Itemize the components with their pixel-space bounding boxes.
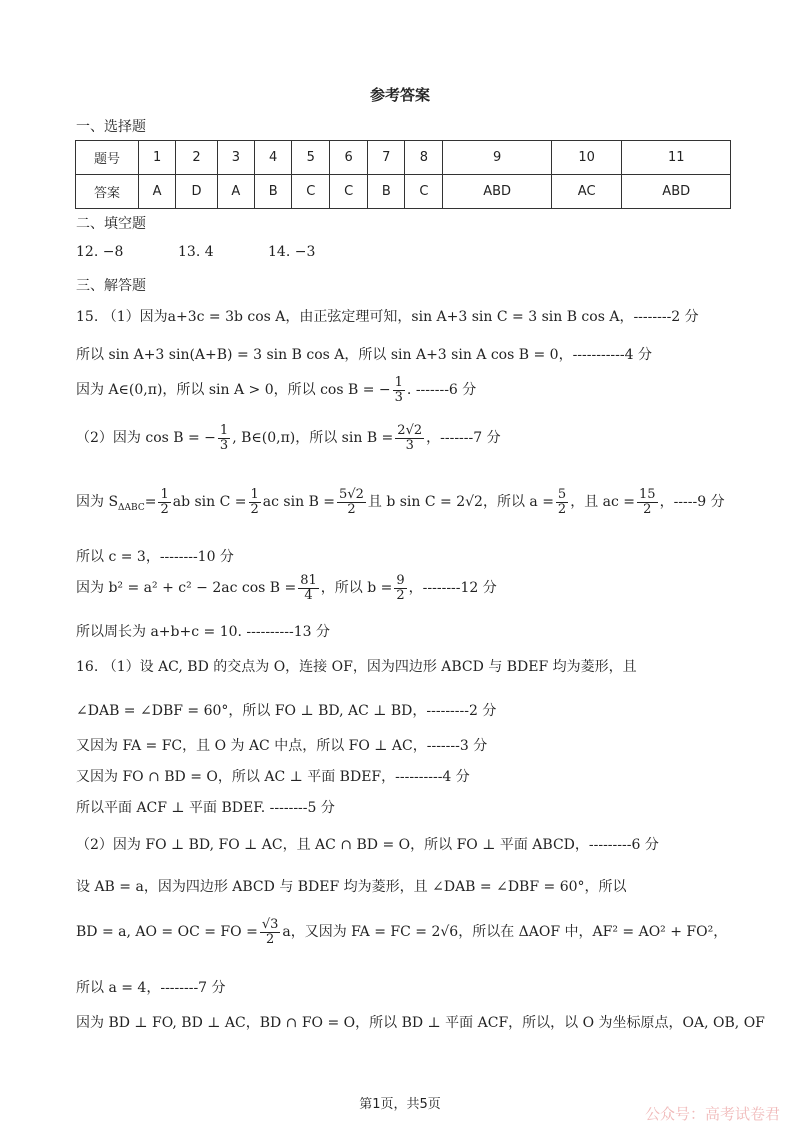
section-fill-blank: 二、填空题 xyxy=(76,216,146,232)
solution-line xyxy=(76,424,501,452)
numerator: 1 xyxy=(160,487,169,502)
solution-line: 所以平面 ACF ⊥ 平面 BDEF. --------5 分 xyxy=(76,800,335,816)
line-text: = xyxy=(144,494,157,511)
numerator: 1 xyxy=(394,375,403,390)
line-text: a，又因为 FA = FC = 2√6，所以在 ΔAOF 中，AF² = AO² + FO²， xyxy=(282,924,728,941)
line-text: ，-----9 分 xyxy=(659,494,725,511)
numerator: 2√2 xyxy=(397,423,423,438)
denominator: 2 xyxy=(557,501,567,517)
table-cell: C xyxy=(330,175,368,209)
line-text: ，所以 b = xyxy=(320,580,393,597)
line-text: 因为 S xyxy=(76,494,119,511)
table-header-cell: 答案 xyxy=(76,175,139,209)
line-text: ，且 ac = xyxy=(570,494,636,511)
fraction xyxy=(158,488,170,516)
answer-table xyxy=(75,140,731,209)
line-text: . -------6 分 xyxy=(406,382,477,399)
denominator: 2 xyxy=(265,931,275,947)
solution-line: 所以 sin A+3 sin(A+B) = 3 sin B cos A，所以 sin A+3 sin A cos B = 0，-----------4 分 xyxy=(76,347,652,363)
section-solutions: 三、解答题 xyxy=(76,278,146,294)
line-text: BD = a, AO = OC = FO = xyxy=(76,924,258,941)
line-text: ，-------7 分 xyxy=(426,430,501,447)
table-header-cell: 题号 xyxy=(76,141,139,175)
fraction xyxy=(218,424,230,452)
denominator: 2 xyxy=(250,501,259,517)
line-text: ac sin B = xyxy=(262,494,336,511)
solution-line: 所以 c = 3，--------10 分 xyxy=(76,549,234,565)
table-cell: D xyxy=(176,175,217,209)
subscript: ΔABC xyxy=(118,502,145,513)
denominator: 3 xyxy=(405,437,414,453)
solution-line: 又因为 FO ∩ BD = O，所以 AC ⊥ 平面 BDEF，----------4 分 xyxy=(76,769,470,785)
denominator: 3 xyxy=(219,437,229,453)
numerator: 5√2 xyxy=(339,487,364,502)
table-cell: A xyxy=(217,175,254,209)
denominator: 2 xyxy=(347,501,356,517)
denominator: 2 xyxy=(396,587,405,603)
solution-line: ∠DAB = ∠DBF = 60°，所以 FO ⊥ BD, AC ⊥ BD，---------2 分 xyxy=(76,703,497,719)
table-cell: A xyxy=(139,175,176,209)
section-multiple-choice: 一、选择题 xyxy=(76,119,146,135)
numerator: 1 xyxy=(250,487,259,502)
table-cell: AC xyxy=(551,175,622,209)
line-text: ，--------12 分 xyxy=(408,580,497,597)
denominator: 2 xyxy=(160,501,169,517)
solution-line: 所以周长为 a+b+c = 10. ----------13 分 xyxy=(76,624,330,640)
table-cell: 11 xyxy=(622,141,731,175)
denominator: 2 xyxy=(643,501,652,517)
fraction xyxy=(249,488,261,516)
solution-line xyxy=(76,574,497,602)
solution-line: 所以 a = 4，--------7 分 xyxy=(76,980,226,996)
fraction xyxy=(394,574,406,602)
blank-answer-13: 13. 4 xyxy=(178,244,214,260)
solution-line xyxy=(76,488,725,516)
fraction xyxy=(393,376,405,404)
table-row-numbers xyxy=(76,141,731,175)
table-cell: ABD xyxy=(622,175,731,209)
line-text: （2）因为 cos B = − xyxy=(76,430,216,447)
numerator: 15 xyxy=(639,487,656,502)
solution-line xyxy=(76,918,727,946)
fraction xyxy=(637,488,658,516)
numerator: √3 xyxy=(261,917,279,932)
page-footer: 第1页，共5页 xyxy=(359,1097,441,1112)
fraction xyxy=(298,574,319,602)
blank-answer-14: 14. −3 xyxy=(268,244,316,260)
line-text: ab sin C = xyxy=(172,494,247,511)
table-cell: B xyxy=(254,175,291,209)
solution-line: 又因为 FA = FC，且 O 为 AC 中点，所以 FO ⊥ AC，-------3 分 xyxy=(76,738,488,754)
table-cell: 3 xyxy=(217,141,254,175)
numerator: 81 xyxy=(300,573,317,588)
table-cell: 7 xyxy=(368,141,405,175)
table-cell: 10 xyxy=(551,141,622,175)
numerator: 1 xyxy=(219,423,229,438)
table-cell: B xyxy=(368,175,405,209)
numerator: 9 xyxy=(396,573,405,588)
solution-line: （2）因为 FO ⊥ BD, FO ⊥ AC，且 AC ∩ BD = O，所以 FO ⊥ 平面 ABCD，---------6 分 xyxy=(76,837,659,853)
table-cell: C xyxy=(292,175,330,209)
table-cell: 5 xyxy=(292,141,330,175)
line-text: 因为 b² = a² + c² − 2ac cos B = xyxy=(76,580,297,597)
line-text: , B∈(0,π)，所以 sin B = xyxy=(232,430,394,447)
table-row-answers xyxy=(76,175,731,209)
fraction xyxy=(556,488,568,516)
blank-answer-12: 12. −8 xyxy=(76,244,124,260)
solution-line: 16. （1）设 AC, BD 的交点为 O，连接 OF，因为四边形 ABCD 与 BDEF 均为菱形，且 xyxy=(76,659,637,675)
watermark: 公众号：高考试卷君 xyxy=(644,1105,780,1123)
table-cell: 9 xyxy=(443,141,551,175)
solution-line: 因为 BD ⊥ FO, BD ⊥ AC，BD ∩ FO = O，所以 BD ⊥ 平面 ACF，所以，以 O 为坐标原点，OA, OB, OF xyxy=(76,1015,765,1031)
table-cell: C xyxy=(405,175,443,209)
table-cell: 1 xyxy=(139,141,176,175)
denominator: 3 xyxy=(394,389,403,405)
fraction xyxy=(260,918,281,946)
line-text: 因为 A∈(0,π)，所以 sin A > 0，所以 cos B = − xyxy=(76,382,391,399)
solution-line: 设 AB = a，因为四边形 ABCD 与 BDEF 均为菱形，且 ∠DAB = ∠DBF = 60°，所以 xyxy=(76,879,627,895)
table-cell: 4 xyxy=(254,141,291,175)
denominator: 4 xyxy=(304,587,313,603)
table-cell: ABD xyxy=(443,175,551,209)
solution-line: 15. （1）因为a+3c = 3b cos A，由正弦定理可知，sin A+3 sin C = 3 sin B cos A，--------2 分 xyxy=(76,309,699,325)
table-cell: 2 xyxy=(176,141,217,175)
fraction xyxy=(395,424,424,452)
table-cell: 8 xyxy=(405,141,443,175)
numerator: 5 xyxy=(557,487,567,502)
page-title: 参考答案 xyxy=(369,86,430,104)
table-cell: 6 xyxy=(330,141,368,175)
fraction xyxy=(337,488,366,516)
line-text: 且 b sin C = 2√2，所以 a = xyxy=(367,494,554,511)
solution-line xyxy=(76,376,476,404)
